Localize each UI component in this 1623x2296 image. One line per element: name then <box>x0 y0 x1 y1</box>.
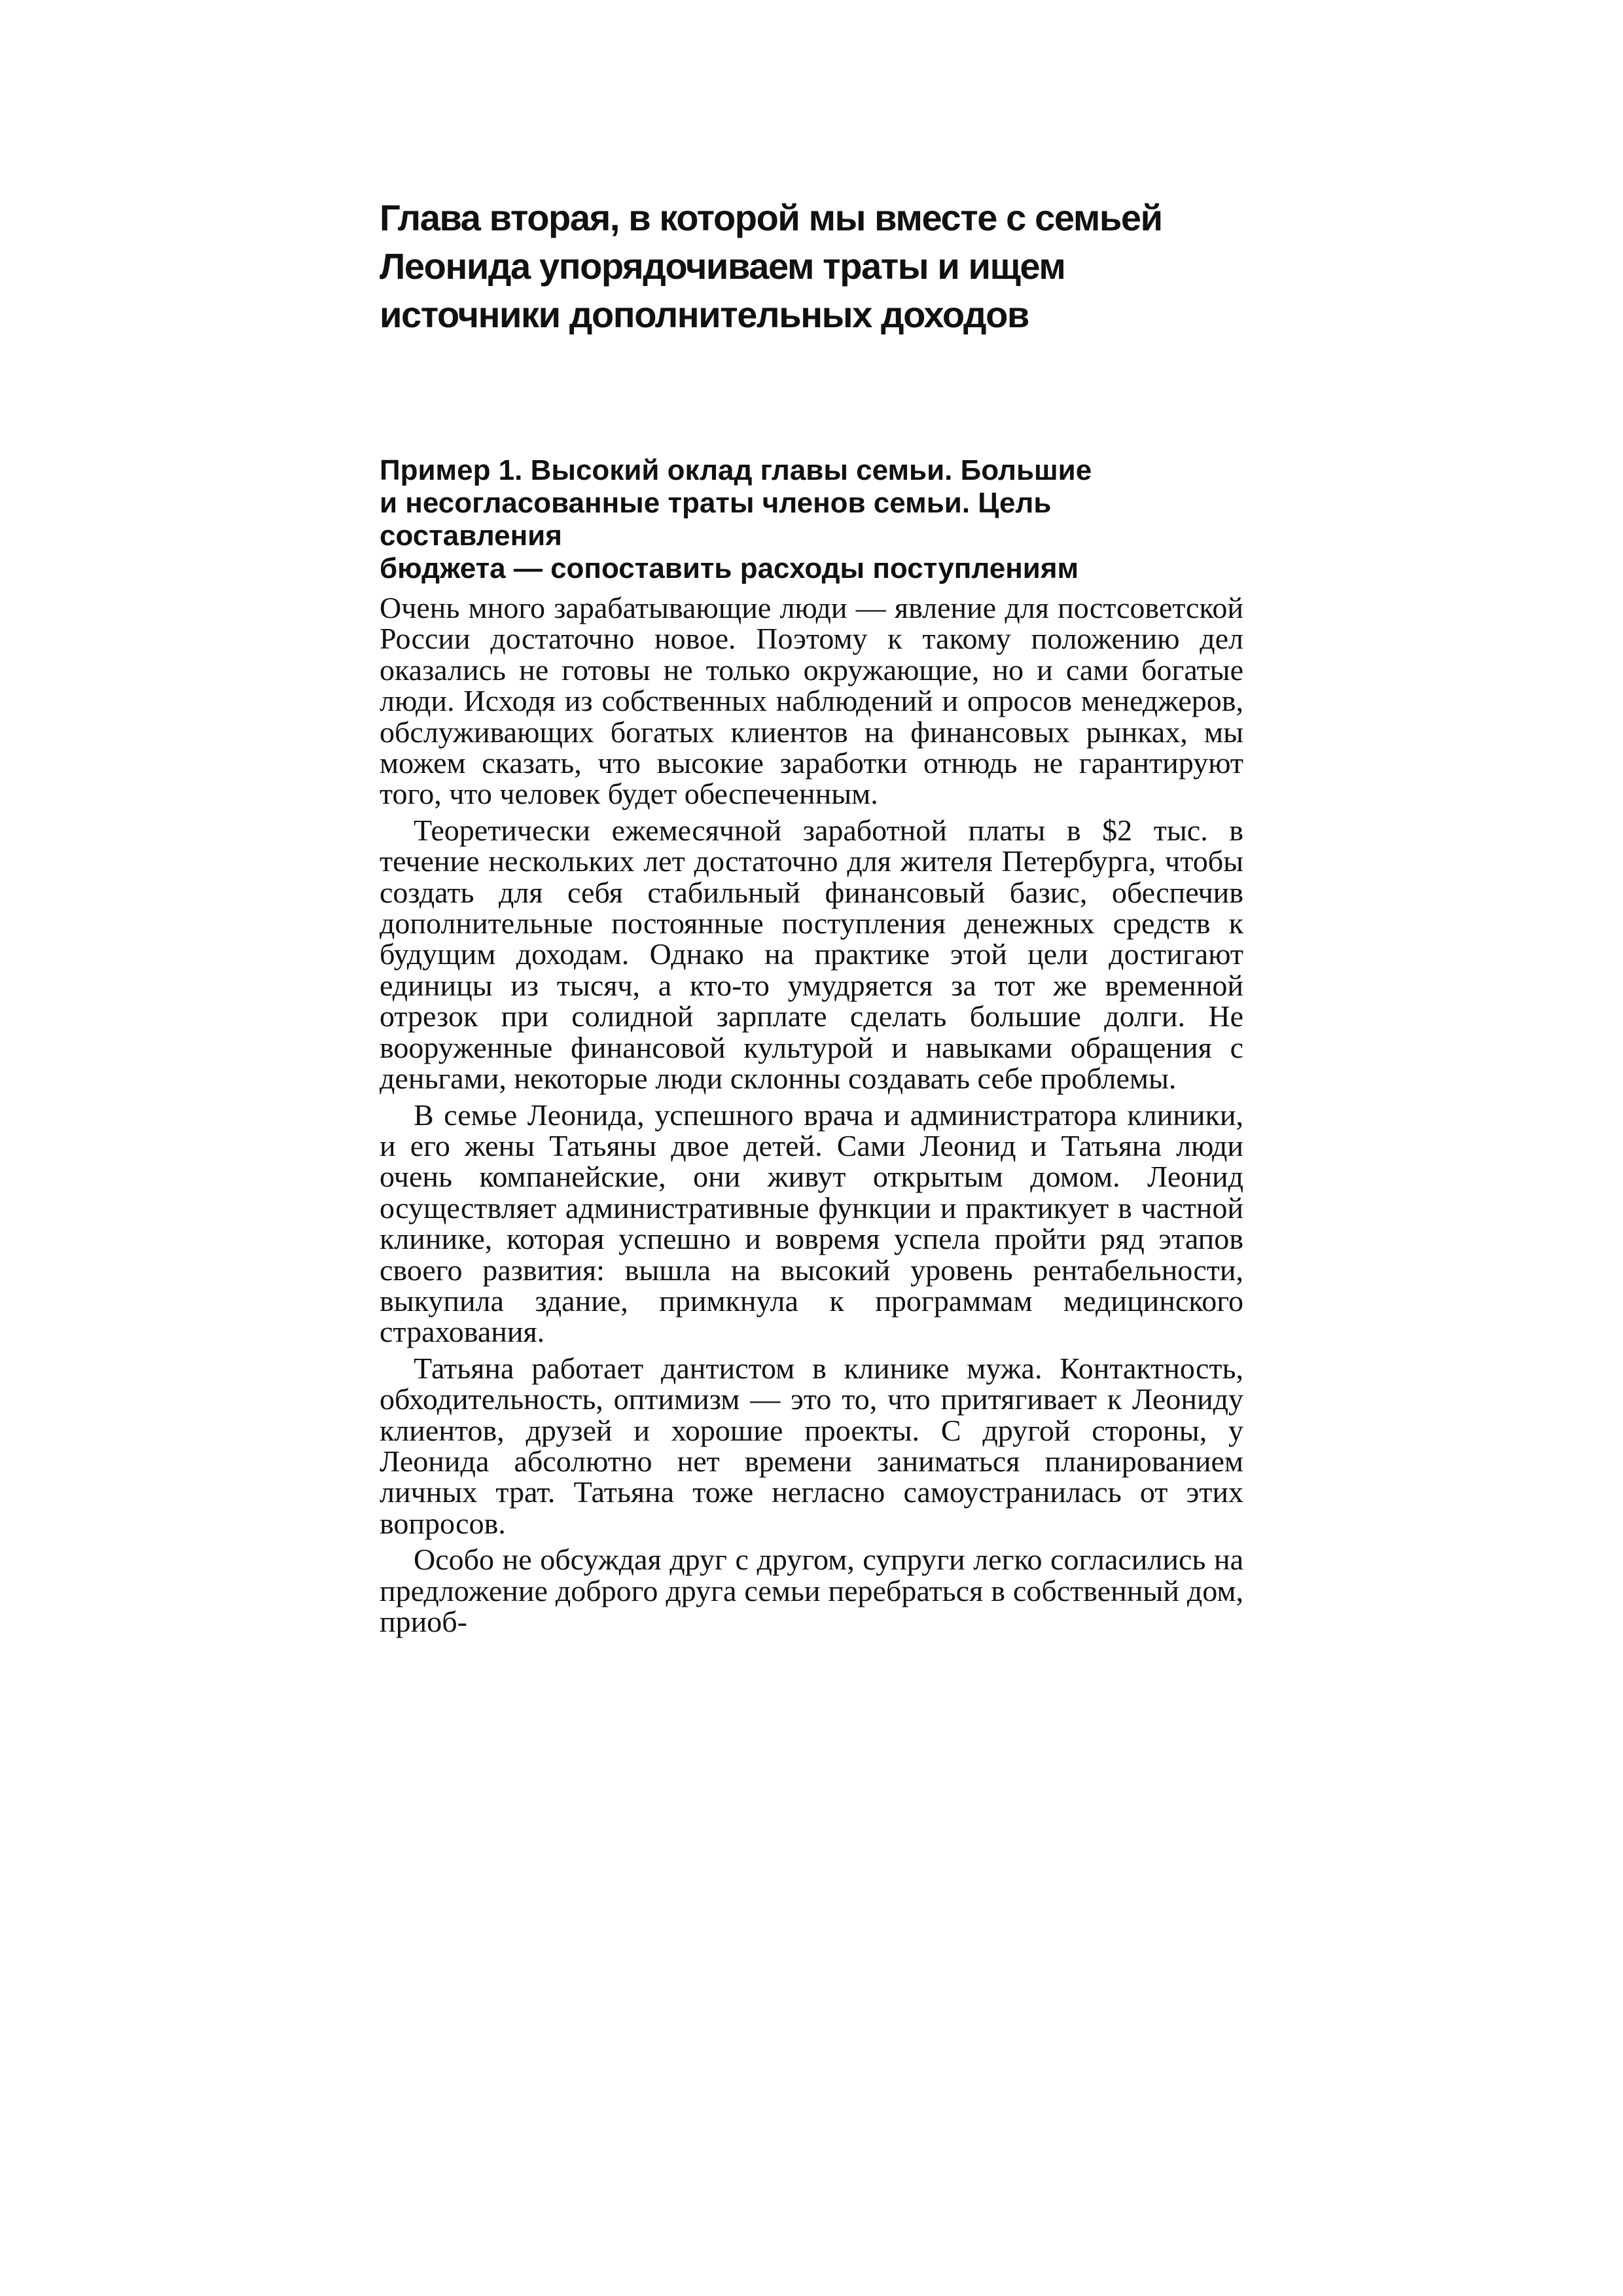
section-title-line: и несогласованные траты членов семьи. Цель <box>380 487 1052 519</box>
paragraph: Теоретически ежемесячной заработной платы в $2 тыс. в течение нескольких лет достаточно для жителя Петербурга, чтобы создать для себя стабильный финансовый базис, обеспечив дополнительные постоянные поступления денежных средств к будущим доходам. Однако на практике этой цели достигают единицы из тысяч, а кто-то умудряется за тот же временной отрезок при солидной зарплате сделать большие долги. Не вооруженные финансовой культурой и навыками обращения с деньгами, некоторые люди склонны создавать себе проблемы. <box>380 813 1243 1096</box>
paragraph: Татьяна работает дантистом в клинике мужа. Контактность, обходительность, оптимизм — это то, что притягивает к Леониду клиентов, друзей и хорошие проекты. С другой стороны, у Леонида абсолютно нет времени заниматься планированием личных трат. Татьяна тоже негласно самоустранилась от этих вопросов. <box>380 1351 1243 1540</box>
section-title-line: составления <box>380 520 562 552</box>
paragraph: В семье Леонида, успешного врача и администратора клиники, и его жены Татьяны двое детей. Сами Леонид и Татьяна люди очень компанейские, они живут открытым домом. Леонид осуществляет административные функции и практикует в частной клинике, которая успешно и вовремя успела пройти ряд этапов своего развития: вышла на высокий уровень рентабельности, выкупила здание, примкнула к программам медицинского страхования. <box>380 1098 1243 1349</box>
chapter-title-line: Глава вторая, в которой мы вместе с семьей <box>380 197 1162 238</box>
body-text <box>380 592 1243 1642</box>
chapter-title-line: источники дополнительных доходов <box>380 294 1029 335</box>
section-title-line: бюджета — сопоставить расходы поступлениям <box>380 552 1079 584</box>
paragraph: Особо не обсуждая друг с другом, супруги легко согласились на предложение доброго друга семьи перебраться в собственный дом, приоб- <box>380 1543 1243 1638</box>
section-title-line: Пример 1. Высокий оклад главы семьи. Большие <box>380 454 1092 486</box>
chapter-title <box>380 194 1296 339</box>
chapter-title-line: Леонида упорядочиваем траты и ищем <box>380 245 1065 287</box>
section-title <box>380 454 1296 585</box>
paragraph: Очень много зарабатывающие люди — явление для постсоветской России достаточно новое. Поэтому к такому положению дел оказались не готовы не только окружающие, но и сами богатые люди. Исходя из собственных наблюдений и опросов менеджеров, обслуживающих богатых клиентов на финансовых рынках, мы можем сказать, что высокие заработки отнюдь не гарантируют того, что человек будет обеспеченным. <box>380 591 1243 811</box>
